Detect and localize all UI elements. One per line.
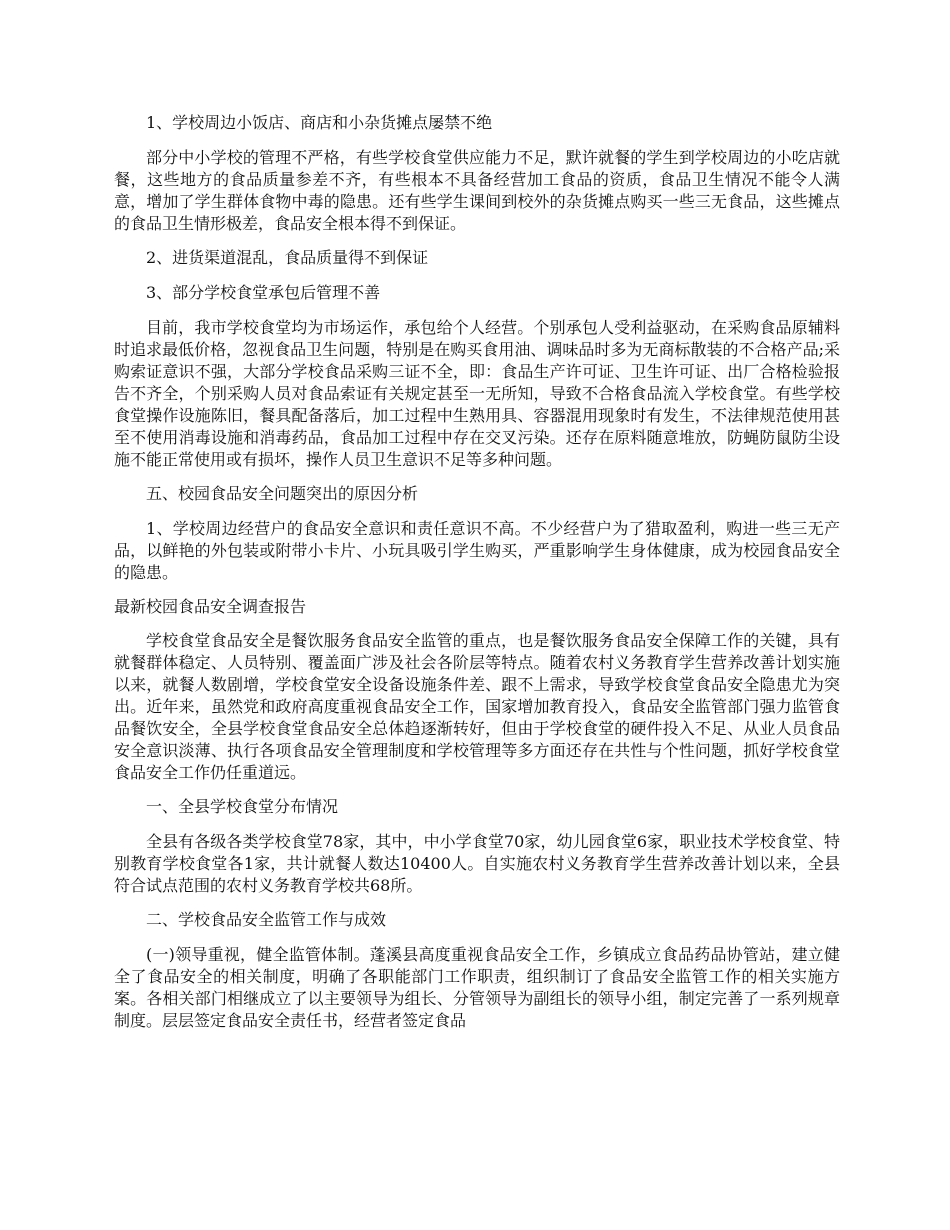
report-title: 最新校园食品安全调查报告 [114,597,307,616]
section-heading: 3、部分学校食堂承包后管理不善 [146,283,381,302]
section-heading: 二、学校食品安全监管工作与成效 [146,910,387,929]
document-page [114,112,840,1044]
body-paragraph: (一)领导重视，健全监管体制。蓬溪县高度重视食品安全工作，乡镇成立食品药品协管站，建立健全了食品安全的相关制度，明确了各职能部门工作职责，组织制订了食品安全监管工作的相关实施方案。各相关部门相继成立了以主要领导为组长、分管领导为副组长的领导小组，制定完善了一系列规章制度。层层签定食品安全责任书，经营者签定食品 [114,945,840,1030]
body-paragraph: 部分中小学校的管理不严格，有些学校食堂供应能力不足，默许就餐的学生到学校周边的小吃店就餐，这些地方的食品质量参差不齐，有些根本不具备经营加工食品的资质，食品卫生情况不能令人满意，增加了学生群体食物中毒的隐患。还有些学生课间到校外的杂货摊点购买一些三无食品，这些摊点的食品卫生情形极差，食品安全根本得不到保证。 [114,148,840,233]
body-paragraph: 目前，我市学校食堂均为市场运作，承包给个人经营。个别承包人受利益驱动，在采购食品原辅料时追求最低价格，忽视食品卫生问题，特别是在购买食用油、调味品时多为无商标散装的不合格产品;采购索证意识不强，大部分学校食品采购三证不全，即：食品生产许可证、卫生许可证、出厂合格检验报告不齐全，个别采购人员对食品索证有关规定甚至一无所知，导致不合格食品流入学校食堂。有些学校食堂操作设施陈旧，餐具配备落后，加工过程中生熟用具、容器混用现象时有发生，不法律规范使用甚至不使用消毒设施和消毒药品，食品加工过程中存在交叉污染。还存在原料随意堆放，防蝇防鼠防尘设施不能正常使用或有损坏，操作人员卫生意识不足等多种问题。 [114,318,840,469]
section-heading: 一、全县学校食堂分布情况 [146,797,339,816]
body-paragraph: 全县有各级各类学校食堂78家，其中，中小学食堂70家，幼儿园食堂6家，职业技术学校食堂、特别教育学校食堂各1家，共计就餐人数达10400人。自实施农村义务教育学生营养改善计划以来，全县符合试点范围的农村义务教育学校共68所。 [114,832,840,895]
body-paragraph: 1、学校周边经营户的食品安全意识和责任意识不高。不少经营户为了猎取盈利，购进一些三无产品，以鲜艳的外包装或附带小卡片、小玩具吸引学生购买，严重影响学生身体健康，成为校园食品安全的隐患。 [114,519,840,582]
section-heading: 五、校园食品安全问题突出的原因分析 [146,484,419,503]
body-paragraph: 学校食堂食品安全是餐饮服务食品安全监管的重点，也是餐饮服务食品安全保障工作的关键，具有就餐群体稳定、人员特别、覆盖面广涉及社会各阶层等特点。随着农村义务教育学生营养改善计划实施以来，就餐人数剧增，学校食堂安全设备设施条件差、跟不上需求，导致学校食堂食品安全隐患尤为突出。近年来，虽然党和政府高度重视食品安全工作，国家增加教育投入，食品安全监管部门强力监管食品餐饮安全，全县学校食堂食品安全总体趋逐渐转好，但由于学校食堂的硬件投入不足、从业人员食品安全意识淡薄、执行各项食品安全管理制度和学校管理等多方面还存在共性与个性问题，抓好学校食堂食品安全工作仍任重道远。 [114,631,840,782]
section-heading: 2、进货渠道混乱，食品质量得不到保证 [146,248,429,267]
section-heading: 1、学校周边小饭店、商店和小杂货摊点屡禁不绝 [146,113,493,132]
